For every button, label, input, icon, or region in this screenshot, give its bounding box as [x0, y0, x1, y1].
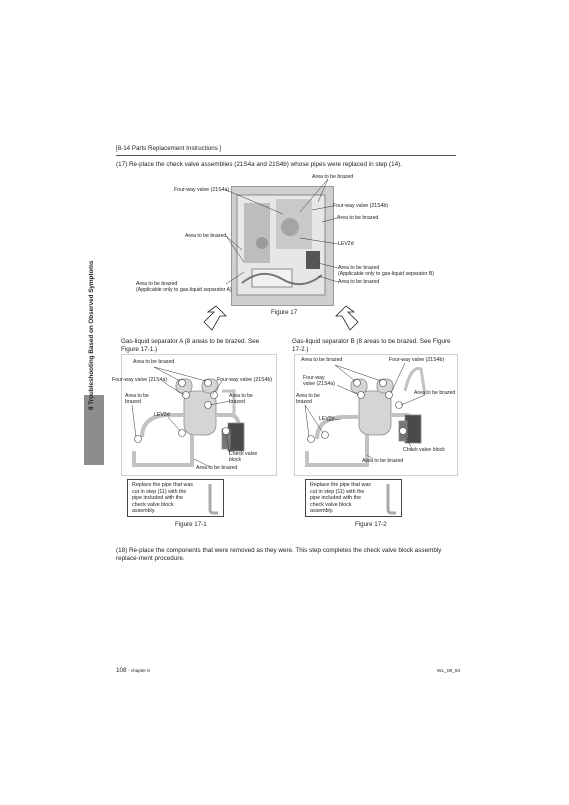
step-18: (18) Re-place the components that were removed as they were. This step completes the check valve block assembly replace-ment procedure.: [116, 547, 442, 562]
page-number: 108: [116, 667, 127, 674]
fig17-2-label-area-left: Area to be brazed: [296, 393, 320, 405]
fig17-2-label-area-bottom: Area to be brazed: [362, 458, 404, 464]
fig17-1-label-area-bottom: Area to be brazed: [196, 465, 238, 471]
fig17-label-lev2d: LEV2d: [338, 241, 354, 247]
fig17-1-label-area-right: Area to be brazed: [229, 393, 253, 405]
figure-17-photo: [231, 186, 334, 306]
fig17-1-label-area-top: Area to be brazed: [133, 359, 175, 365]
figure-17-1-caption: Figure 17-1: [175, 521, 207, 528]
fig17-1-note-text: Replace the pipe that was cut in step (11) with the pipe included with the check valve block assembly.: [132, 482, 193, 515]
fig17-label-area-top: Area to be brazed: [312, 174, 354, 180]
footer-page: [116, 667, 150, 674]
fig17-label-fw-a: Four-way valve (21S4a): [174, 187, 230, 193]
fig17-2-note-box: [305, 479, 402, 517]
fig17-2-label-fw-b: Four-way valve (21S4b): [389, 357, 445, 363]
fig17-1-label-fw-a: Four-way valve (21S4a): [112, 377, 168, 383]
fig17-label-fw-b: Four-way valve (21S4b): [333, 203, 389, 209]
footer-code: WL_08_84: [437, 669, 461, 674]
fig17-1-label-lev: LEV2d: [154, 412, 170, 418]
figure-17-caption: Figure 17: [271, 309, 298, 316]
fig17-2-label-lev: LEV2e: [319, 416, 335, 422]
fig17-2-label-area-top: Area to be brazed: [301, 357, 343, 363]
fig17-label-area-left: Area to be brazed: [185, 233, 227, 239]
fig17-2-label-fw-a: Four-way valve (21S4a): [303, 375, 336, 387]
header-rule: [116, 155, 456, 156]
step-17: (17) Re-place the check valve assemblies (21S4a and 21S4b) whose pipes were replaced in step (14).: [116, 161, 402, 168]
fig17-label-area-right3: Area to be brazed: [338, 279, 380, 285]
fig17-2-label-check: Check valve block: [403, 447, 445, 453]
fig17-label-area-right1: Area to be brazed: [337, 215, 379, 221]
side-label: 8 Troubleshooting Based on Observed Symptoms: [88, 260, 95, 410]
figure-17-2-caption: Figure 17-2: [355, 521, 387, 528]
section-header: [8-14 Parts Replacement Instructions ]: [116, 145, 222, 152]
fig17-2-label-area-right: Area to be brazed: [414, 390, 456, 396]
fig17-1-label-fw-b: Four-way valve (21S4b): [217, 377, 273, 383]
fig17-1-label-area-left: Area to be brazed: [125, 393, 149, 405]
fig17-2-heading: Gas-liquid separator B (8 areas to be brazed. See Figure 17-2.): [292, 338, 451, 353]
fig17-1-label-check: Check valve block: [229, 451, 258, 463]
fig17-1-note-box: [127, 479, 224, 517]
fig17-label-area-bottom-left: Area to be brazed (Applicable only to gas-liquid separator A): [136, 281, 232, 293]
fig17-1-heading: Gas-liquid separator A (8 areas to be brazed. See Figure 17-1.): [121, 338, 260, 353]
chapter-label: - chapter 8: [128, 668, 150, 673]
fig17-label-area-right2: Area to be brazed (Applicable only to gas-liquid separator B): [338, 265, 435, 277]
fig17-2-note-text: Replace the pipe that was cut in step (11) with the pipe included with the check valve block assembly.: [310, 482, 371, 515]
